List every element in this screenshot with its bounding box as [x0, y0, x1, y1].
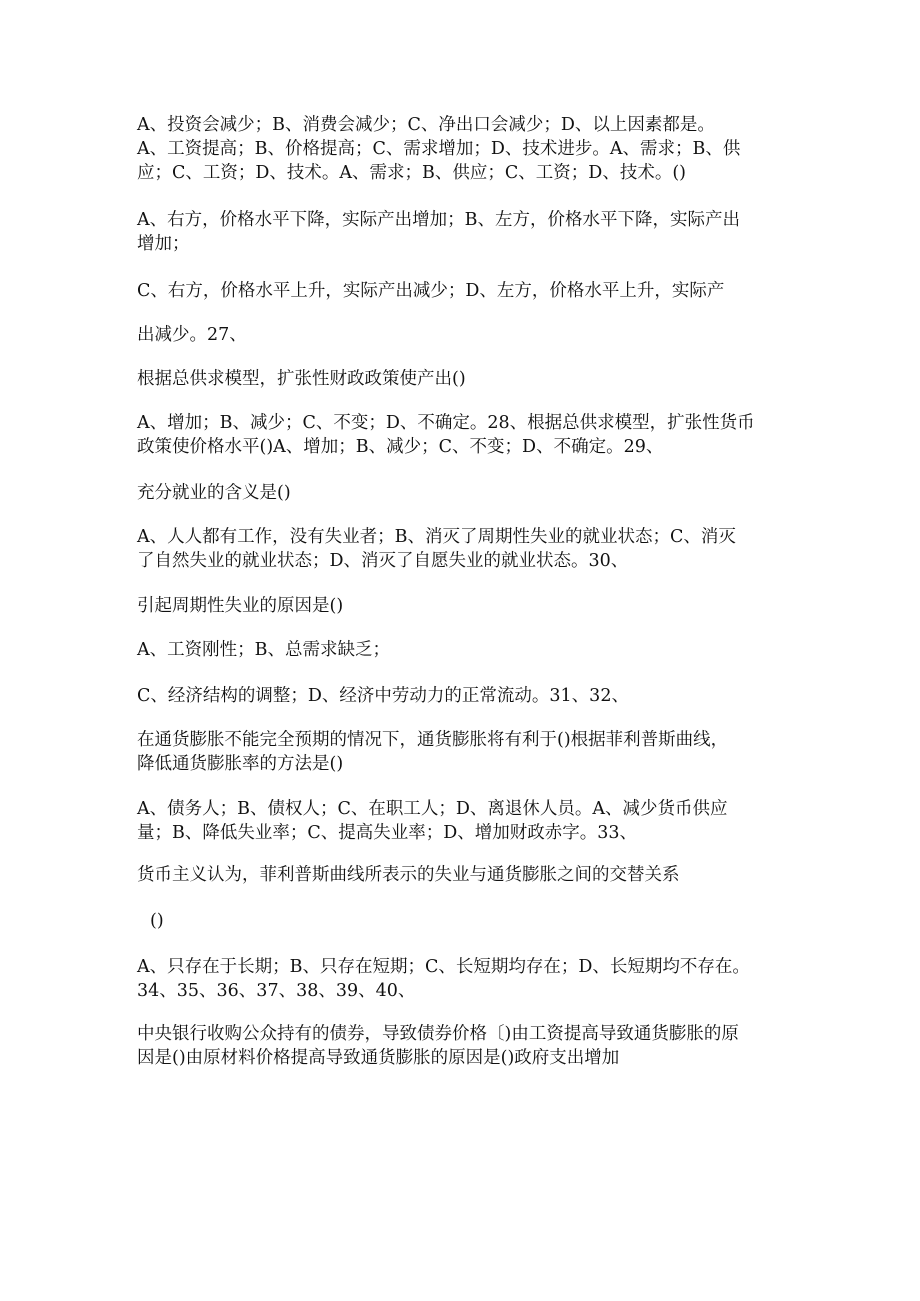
- text-line: A、只存在于长期；B、只存在短期；C、长短期均存在；D、长短期均不存在。: [137, 957, 750, 977]
- text-line: 出减少。27、: [137, 325, 247, 345]
- paragraph-9: [137, 594, 787, 618]
- text-line: A、增加；B、减少；C、不变；D、不确定。28、根据总供求模型，扩张性货币: [137, 413, 755, 433]
- text-line: 根据总供求模型，扩张性财政政策使产出(): [137, 369, 466, 389]
- paragraph-5: [137, 367, 787, 391]
- text-line: (): [150, 911, 164, 931]
- paragraph-3: [137, 279, 787, 303]
- text-line: 政策使价格水平()A、增加；B、减少；C、不变；D、不确定。29、: [137, 437, 664, 457]
- text-line: 在通货膨胀不能完全预期的情况下，通货膨胀将有利于()根据菲利普斯曲线，: [137, 730, 729, 750]
- text-line: 量；B、降低失业率；C、提高失业率；D、增加财政赤字。33、: [137, 823, 638, 843]
- paragraph-14: [137, 863, 787, 887]
- paragraph-4: [137, 323, 787, 347]
- text-line: A、工资提高；B、价格提高；C、需求增加；D、技术进步。A、需求；B、供: [137, 139, 741, 159]
- text-line: A、债务人；B、债权人；C、在职工人；D、离退休人员。A、减少货币供应: [137, 799, 728, 819]
- text-line: 了自然失业的就业状态；D、消灭了自愿失业的就业状态。30、: [137, 551, 629, 571]
- text-line: 引起周期性失业的原因是(): [137, 596, 344, 616]
- text-line: 货币主义认为，菲利普斯曲线所表示的失业与通货膨胀之间的交替关系: [137, 865, 680, 885]
- text-line: 因是()由原材料价格提高导致通货膨胀的原因是()政府支出增加: [137, 1048, 620, 1068]
- paragraph-11: [137, 684, 787, 708]
- paragraph-2: [137, 208, 787, 256]
- text-line: A、工资刚性；B、总需求缺乏；: [137, 640, 390, 660]
- text-line: 应；C、工资；D、技术。A、需求；B、供应；C、工资；D、技术。(): [137, 163, 686, 183]
- text-line: 充分就业的含义是(): [137, 483, 291, 503]
- paragraph-7: [137, 481, 787, 505]
- paragraph-8: [137, 525, 787, 573]
- paragraph-16: [137, 955, 787, 1003]
- paragraph-13: [137, 797, 787, 845]
- text-line: A、人人都有工作，没有失业者；B、消灭了周期性失业的就业状态；C、消灭: [137, 527, 736, 547]
- paragraph-15: [150, 909, 800, 933]
- paragraph-17: [137, 1022, 787, 1070]
- text-line: 34、35、36、37、38、39、40、: [137, 981, 416, 1001]
- paragraph-10: [137, 638, 787, 662]
- paragraph-12: [137, 728, 787, 776]
- paragraph-1: [137, 113, 787, 185]
- text-line: C、右方，价格水平上升，实际产出减少；D、左方，价格水平上升，实际产: [137, 281, 725, 301]
- text-line: 降低通货膨胀率的方法是(): [137, 754, 344, 774]
- text-line: C、经济结构的调整；D、经济中劳动力的正常流动。31、32、: [137, 686, 629, 706]
- text-line: 中央银行收购公众持有的债券，导致债券价格〔)由工资提高导致通货膨胀的原: [137, 1024, 739, 1044]
- paragraph-6: [137, 411, 787, 459]
- text-line: A、右方，价格水平下降，实际产出增加；B、左方，价格水平下降，实际产出: [137, 210, 740, 230]
- text-line: A、投资会减少；B、消费会减少；C、净出口会减少；D、以上因素都是。: [137, 115, 715, 135]
- text-line: 增加；: [137, 234, 190, 254]
